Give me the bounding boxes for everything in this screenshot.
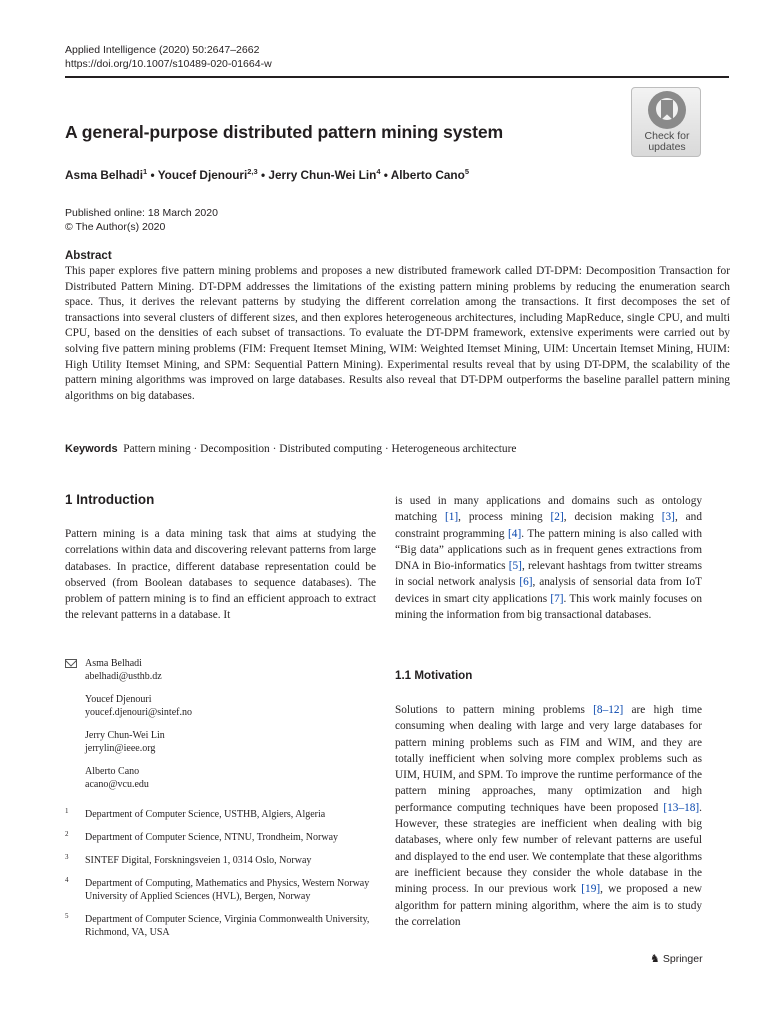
contact-email[interactable]: acano@vcu.edu (85, 779, 149, 790)
subsection-title: Motivation (414, 669, 473, 682)
springer-horse-icon: ♞ (650, 953, 660, 965)
body-text-run: , process mining (458, 511, 551, 524)
copyright-line: © The Author(s) 2020 (65, 221, 166, 233)
author-affil-sup: 5 (464, 167, 469, 176)
affiliation-item (65, 808, 376, 821)
section-title: Introduction (76, 492, 155, 507)
citation-link[interactable]: [4] (508, 527, 522, 540)
co-author-contact (65, 693, 376, 719)
body-text-run: is used in many applications and domains such as ontology matching (395, 495, 702, 524)
keywords-label: Keywords (65, 443, 118, 455)
body-text-run: , we proposed a new algorithm for pattern mining algorithm, where the aim is to study the correlation (395, 883, 703, 928)
affiliations-list (65, 808, 376, 949)
citation-link[interactable]: [2] (550, 511, 564, 524)
author-name: Alberto Cano (390, 167, 465, 182)
affiliation-text: Department of Computer Science, NTNU, Trondheim, Norway (85, 832, 339, 843)
author-affil-sup: 4 (376, 167, 381, 176)
citation-link[interactable]: [8–12] (593, 704, 624, 716)
publisher-name: Springer (662, 953, 703, 965)
envelope-icon (65, 659, 77, 668)
publication-info (65, 206, 218, 234)
keywords-list: Pattern mining · Decomposition · Distributed computing · Heterogeneous architecture (123, 443, 517, 455)
paper-title: A general-purpose distributed pattern mining system (65, 122, 504, 142)
author-affil-sup: 2,3 (247, 167, 258, 176)
motivation-paragraph (395, 702, 702, 930)
section-heading-introduction (65, 492, 154, 507)
affiliation-number: 3 (65, 853, 69, 861)
subsection-number: 1.1 (395, 669, 412, 682)
co-author-contact (65, 729, 376, 755)
contact-name: Alberto Cano (85, 766, 140, 777)
author-list (65, 167, 469, 182)
affiliation-item (65, 831, 376, 844)
abstract-heading: Abstract (65, 250, 112, 262)
affiliation-text: Department of Computing, Mathematics and Physics, Western Norway University of Applied Sciences (HVL), Bergen, Norway (85, 878, 370, 902)
author-name: Youcef Djenouri (157, 167, 248, 182)
body-text-run: are high time consuming when dealing with large and very large databases for pattern mining problems such as FIM and WIM, and they are totally inefficient when solving more complex problems such as UIM, HUIM, and SPM. To improve the runtime performance of the pattern mining approaches, many optimization and high performance computing techniques have been proposed (395, 704, 702, 814)
subsection-heading-motivation (395, 669, 472, 682)
citation-link[interactable]: [6] (519, 576, 533, 589)
body-text-run: Solutions to pattern mining problems (395, 704, 594, 716)
body-text-run: . The pattern mining is also called with “Big data” applications such as in frequent genes extractions from DNA in Bio-informatics (395, 527, 702, 573)
author-separator: • (380, 167, 391, 182)
affiliation-item (65, 877, 376, 903)
citation-link[interactable]: [1] (444, 511, 459, 524)
citation-link[interactable]: [19] (581, 883, 601, 896)
abstract-text: This paper explores five pattern mining problems and proposes a new distributed framework called DT-DPM: Decomposition Transaction for Distributed Pattern Mining. DT-DPM addresses the limitations of the existing pattern mining problems by reducing the enumeration search space. Thus, it derives the relevant patterns by studying the different correlation among the transactions. It first decomposes the set of transactions into several clusters of different sizes, and then explores heterogeneous architectures, including MapReduce, single CPU, and multi CPU, based on the densities of each subset of transactions. To evaluate the DT-DPM framework, extensive experiments were carried out by solving five pattern mining problems (FIM: Frequent Itemset Mining, WIM: Weighted Itemset Mining, UIM: Uncertain Itemset Mining, HUIM: High Utility Itemset Mining, and SPM: Sequential Pattern Mining). Experimental results reveal that by using DT-DPM, the scalability of the pattern mining algorithms was improved on large databases. Results also reveal that DT-DPM outperforms the baseline parallel pattern mining algorithms on big databases. (65, 265, 730, 402)
journal-citation: Applied Intelligence (2020) 50:2647–2662 (65, 44, 260, 56)
affiliation-number: 2 (65, 830, 69, 838)
badge-label-line1: Check for (644, 130, 690, 142)
citation-link[interactable]: [3] (661, 511, 675, 524)
correspondence-block (65, 657, 376, 801)
affiliation-item (65, 913, 376, 939)
intro-paragraph-left: Pattern mining is a data mining task that aims at studying the correlations within data and discovering relevant patterns from large databases. In practice, different database representation could be observed (from Boolean databases to sequence databases). The problem of pattern mining is to find an efficient approach to extract the relevant patterns in a database. It (65, 528, 376, 622)
affiliation-number: 1 (65, 807, 69, 815)
keywords-line (65, 443, 516, 455)
contact-email[interactable]: jerrylin@ieee.org (85, 743, 156, 754)
contact-email[interactable]: abelhadi@usthb.dz (85, 671, 162, 682)
co-author-contact (65, 765, 376, 791)
affiliation-item (65, 854, 376, 867)
corresponding-author (65, 657, 376, 683)
author-separator: • (257, 167, 269, 182)
header-rule (65, 76, 729, 78)
published-date: Published online: 18 March 2020 (65, 207, 218, 219)
affiliation-text: Department of Computer Science, Virginia Commonwealth University, Richmond, VA, USA (85, 914, 370, 938)
body-text-run: . However, these strategies are inefficient when dealing with big databases, where only few number of relevant patterns are useful and displayed to the end user. We contemplate that these algorithms are inefficient because they consider the whole database in the mining process. In our previous work (395, 801, 702, 896)
affiliation-text: Department of Computer Science, USTHB, Algiers, Algeria (85, 809, 326, 820)
affiliation-number: 5 (65, 912, 69, 920)
intro-paragraph-right (395, 493, 702, 623)
contact-name: Jerry Chun-Wei Lin (85, 730, 165, 741)
contact-email[interactable]: youcef.djenouri@sintef.no (85, 707, 192, 718)
body-text-run: , analysis of sensorial data from IoT devices in smart city applications (395, 576, 702, 605)
badge-label-line2: updates (648, 141, 686, 153)
citation-link[interactable]: [7] (550, 592, 564, 605)
section-number: 1 (65, 492, 73, 507)
affiliation-text: SINTEF Digital, Forskningsveien 1, 0314 Oslo, Norway (85, 855, 312, 866)
publisher-logo (650, 952, 703, 965)
author-name: Jerry Chun-Wei Lin (268, 167, 377, 182)
journal-header (65, 43, 272, 71)
citation-link[interactable]: [13–18] (663, 801, 700, 814)
body-text-run: , relevant hashtags from twitter streams in social network analysis (395, 560, 702, 589)
author-name: Asma Belhadi (65, 167, 144, 182)
body-text-run: , decision making (563, 511, 662, 524)
citation-link[interactable]: [5] (508, 560, 522, 573)
contact-name: Youcef Djenouri (85, 694, 152, 705)
affiliation-number: 4 (65, 876, 69, 884)
author-separator: • (147, 167, 158, 182)
body-text-run: . This work mainly focuses on mining the information from big transactional databases. (395, 592, 702, 622)
doi-link[interactable]: https://doi.org/10.1007/s10489-020-01664-w (65, 58, 272, 70)
body-text-run: , and constraint programming (395, 511, 702, 540)
contact-name: Asma Belhadi (85, 658, 142, 669)
check-for-updates-icon[interactable] (631, 87, 701, 157)
author-affil-sup: 1 (143, 167, 148, 176)
